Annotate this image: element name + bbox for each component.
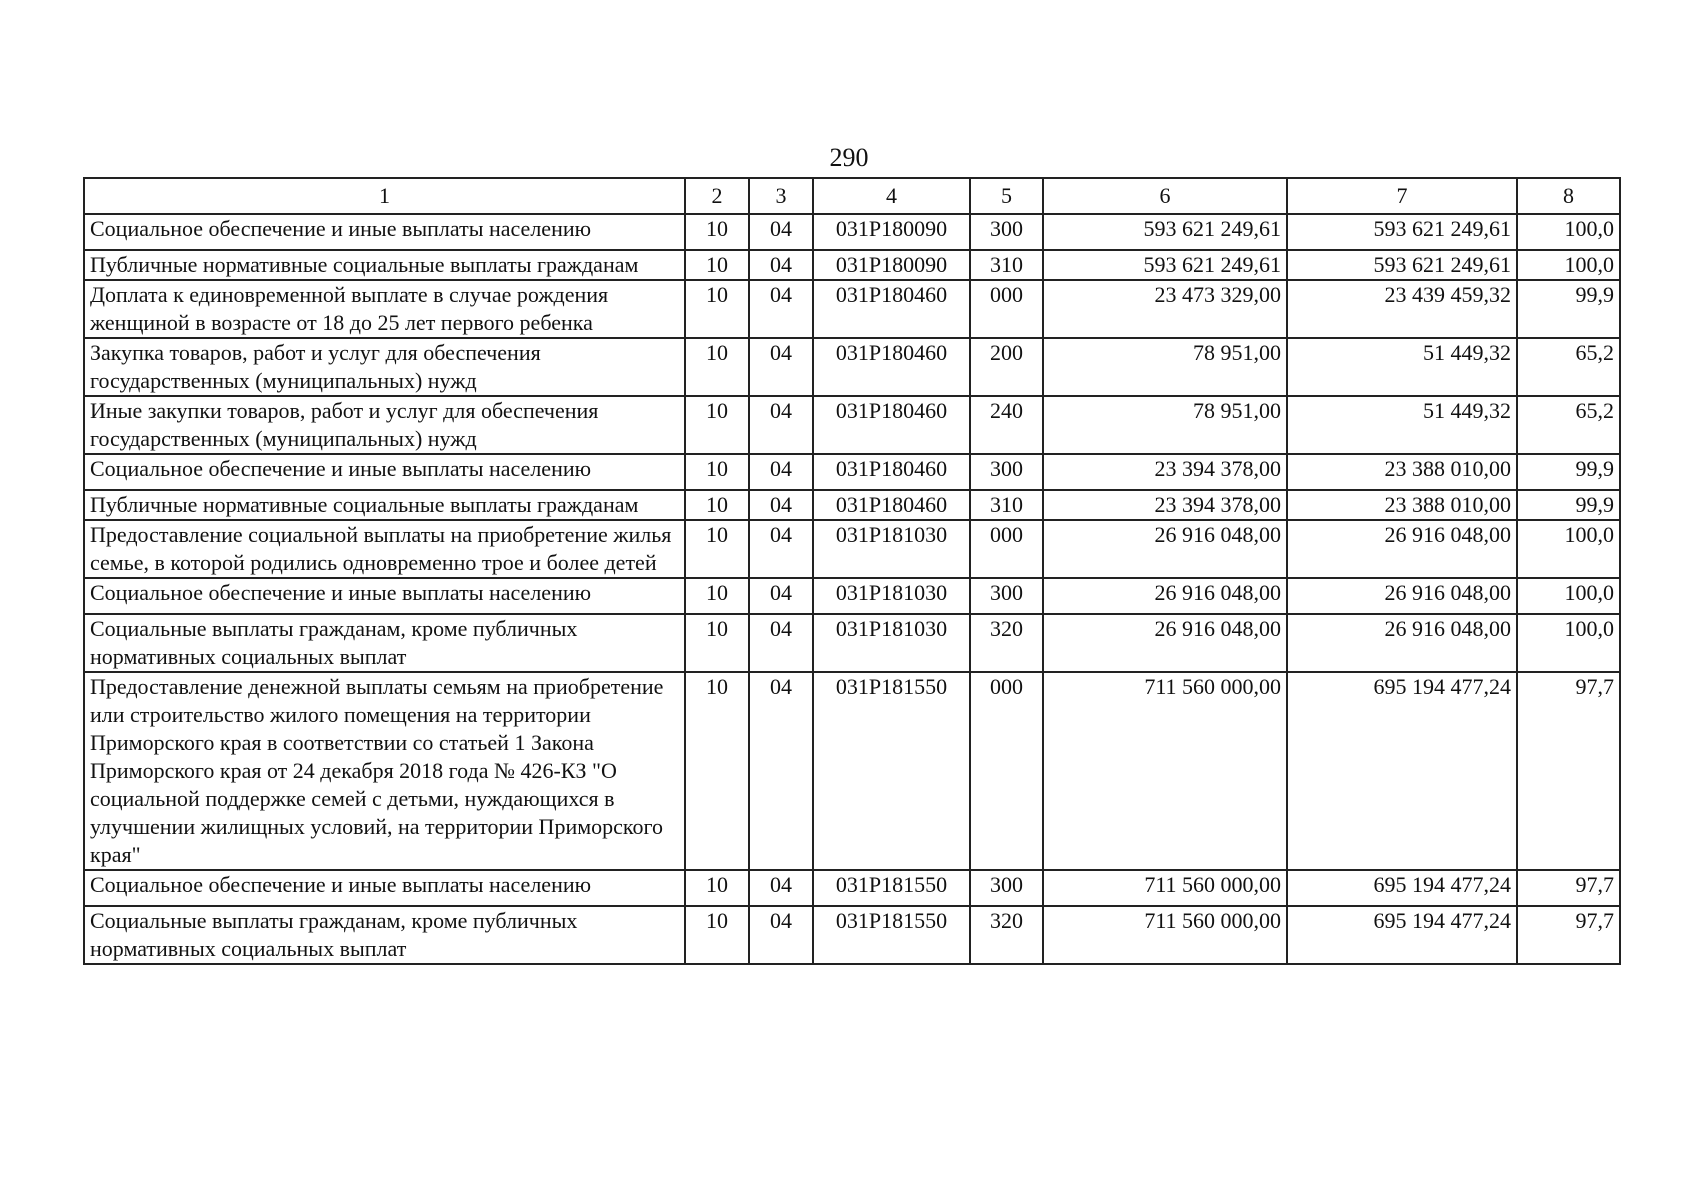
row-target-code: 031P181550 — [813, 870, 970, 906]
row-target-code: 031P181030 — [813, 578, 970, 614]
row-actual-amount: 695 194 477,24 — [1287, 906, 1517, 964]
row-target-code: 031P180090 — [813, 250, 970, 280]
row-expense-type: 320 — [970, 614, 1043, 672]
row-planned-amount: 23 473 329,00 — [1043, 280, 1287, 338]
row-percent: 100,0 — [1517, 614, 1620, 672]
row-expense-type: 000 — [970, 520, 1043, 578]
row-planned-amount: 23 394 378,00 — [1043, 490, 1287, 520]
row-actual-amount: 593 621 249,61 — [1287, 250, 1517, 280]
column-header: 4 — [813, 178, 970, 214]
row-subsection: 04 — [749, 906, 813, 964]
row-section: 10 — [685, 614, 749, 672]
row-planned-amount: 711 560 000,00 — [1043, 906, 1287, 964]
row-target-code: 031P181550 — [813, 906, 970, 964]
row-actual-amount: 26 916 048,00 — [1287, 614, 1517, 672]
row-actual-amount: 695 194 477,24 — [1287, 672, 1517, 870]
row-subsection: 04 — [749, 490, 813, 520]
row-name: Закупка товаров, работ и услуг для обеспечения государственных (муниципальных) нужд — [84, 338, 685, 396]
row-planned-amount: 26 916 048,00 — [1043, 578, 1287, 614]
row-section: 10 — [685, 250, 749, 280]
row-name: Социальное обеспечение и иные выплаты населению — [84, 870, 685, 906]
row-subsection: 04 — [749, 214, 813, 250]
table-row — [84, 214, 1620, 250]
row-subsection: 04 — [749, 338, 813, 396]
table-row — [84, 672, 1620, 870]
row-expense-type: 310 — [970, 250, 1043, 280]
row-name: Социальные выплаты гражданам, кроме публичных нормативных социальных выплат — [84, 906, 685, 964]
column-header: 7 — [1287, 178, 1517, 214]
row-expense-type: 200 — [970, 338, 1043, 396]
table-row — [84, 614, 1620, 672]
row-subsection: 04 — [749, 672, 813, 870]
row-target-code: 031P180460 — [813, 454, 970, 490]
row-subsection: 04 — [749, 280, 813, 338]
row-actual-amount: 23 388 010,00 — [1287, 490, 1517, 520]
row-expense-type: 320 — [970, 906, 1043, 964]
row-percent: 97,7 — [1517, 672, 1620, 870]
column-header: 6 — [1043, 178, 1287, 214]
row-percent: 100,0 — [1517, 520, 1620, 578]
row-actual-amount: 593 621 249,61 — [1287, 214, 1517, 250]
row-percent: 99,9 — [1517, 490, 1620, 520]
column-header: 5 — [970, 178, 1043, 214]
table-row — [84, 280, 1620, 338]
row-target-code: 031P180090 — [813, 214, 970, 250]
table-header-row — [84, 178, 1620, 214]
table-row — [84, 578, 1620, 614]
row-section: 10 — [685, 672, 749, 870]
row-subsection: 04 — [749, 614, 813, 672]
row-section: 10 — [685, 338, 749, 396]
row-target-code: 031P180460 — [813, 280, 970, 338]
budget-table — [83, 177, 1621, 965]
row-planned-amount: 26 916 048,00 — [1043, 614, 1287, 672]
row-section: 10 — [685, 578, 749, 614]
row-name: Публичные нормативные социальные выплаты гражданам — [84, 490, 685, 520]
row-planned-amount: 593 621 249,61 — [1043, 250, 1287, 280]
row-expense-type: 310 — [970, 490, 1043, 520]
row-subsection: 04 — [749, 454, 813, 490]
column-header: 2 — [685, 178, 749, 214]
table-row — [84, 338, 1620, 396]
row-percent: 65,2 — [1517, 338, 1620, 396]
row-subsection: 04 — [749, 250, 813, 280]
row-percent: 65,2 — [1517, 396, 1620, 454]
column-header: 3 — [749, 178, 813, 214]
row-target-code: 031P180460 — [813, 396, 970, 454]
row-percent: 99,9 — [1517, 280, 1620, 338]
page-number: 290 — [829, 143, 869, 172]
row-actual-amount: 23 388 010,00 — [1287, 454, 1517, 490]
row-planned-amount: 78 951,00 — [1043, 338, 1287, 396]
row-target-code: 031P181030 — [813, 520, 970, 578]
row-actual-amount: 26 916 048,00 — [1287, 520, 1517, 578]
row-percent: 99,9 — [1517, 454, 1620, 490]
row-percent: 97,7 — [1517, 906, 1620, 964]
row-percent: 100,0 — [1517, 578, 1620, 614]
row-name: Публичные нормативные социальные выплаты гражданам — [84, 250, 685, 280]
row-name: Предоставление денежной выплаты семьям на приобретение или строительство жилого помещения на территории Приморского края в соответствии со статьей 1 Закона Приморского края от 24 декабря 2018 года № 426-КЗ "О социальной поддержке семей с детьми, нуждающихся в улучшении жилищных условий, на территории Приморского края" — [84, 672, 685, 870]
row-actual-amount: 26 916 048,00 — [1287, 578, 1517, 614]
row-name: Социальные выплаты гражданам, кроме публичных нормативных социальных выплат — [84, 614, 685, 672]
row-section: 10 — [685, 454, 749, 490]
row-subsection: 04 — [749, 520, 813, 578]
row-expense-type: 000 — [970, 672, 1043, 870]
row-actual-amount: 51 449,32 — [1287, 396, 1517, 454]
row-name: Социальное обеспечение и иные выплаты населению — [84, 578, 685, 614]
table-row — [84, 870, 1620, 906]
table-row — [84, 396, 1620, 454]
table-row — [84, 454, 1620, 490]
row-section: 10 — [685, 490, 749, 520]
row-expense-type: 240 — [970, 396, 1043, 454]
row-actual-amount: 695 194 477,24 — [1287, 870, 1517, 906]
row-expense-type: 000 — [970, 280, 1043, 338]
row-section: 10 — [685, 396, 749, 454]
row-actual-amount: 23 439 459,32 — [1287, 280, 1517, 338]
row-target-code: 031P180460 — [813, 490, 970, 520]
row-expense-type: 300 — [970, 870, 1043, 906]
row-planned-amount: 78 951,00 — [1043, 396, 1287, 454]
row-target-code: 031P181030 — [813, 614, 970, 672]
row-subsection: 04 — [749, 578, 813, 614]
row-planned-amount: 23 394 378,00 — [1043, 454, 1287, 490]
row-section: 10 — [685, 280, 749, 338]
row-section: 10 — [685, 214, 749, 250]
column-header: 8 — [1517, 178, 1620, 214]
row-section: 10 — [685, 520, 749, 578]
row-name: Предоставление социальной выплаты на приобретение жилья семье, в которой родились одновременно трое и более детей — [84, 520, 685, 578]
row-target-code: 031P180460 — [813, 338, 970, 396]
row-planned-amount: 711 560 000,00 — [1043, 870, 1287, 906]
row-expense-type: 300 — [970, 578, 1043, 614]
row-percent: 97,7 — [1517, 870, 1620, 906]
row-planned-amount: 26 916 048,00 — [1043, 520, 1287, 578]
row-actual-amount: 51 449,32 — [1287, 338, 1517, 396]
row-subsection: 04 — [749, 396, 813, 454]
row-planned-amount: 593 621 249,61 — [1043, 214, 1287, 250]
row-name: Социальное обеспечение и иные выплаты населению — [84, 454, 685, 490]
row-percent: 100,0 — [1517, 214, 1620, 250]
row-expense-type: 300 — [970, 214, 1043, 250]
row-percent: 100,0 — [1517, 250, 1620, 280]
column-header: 1 — [84, 178, 685, 214]
row-expense-type: 300 — [970, 454, 1043, 490]
table-row — [84, 490, 1620, 520]
table-row — [84, 250, 1620, 280]
row-section: 10 — [685, 906, 749, 964]
row-planned-amount: 711 560 000,00 — [1043, 672, 1287, 870]
table-row — [84, 520, 1620, 578]
row-subsection: 04 — [749, 870, 813, 906]
row-name: Социальное обеспечение и иные выплаты населению — [84, 214, 685, 250]
row-name: Доплата к единовременной выплате в случае рождения женщиной в возрасте от 18 до 25 лет первого ребенка — [84, 280, 685, 338]
row-section: 10 — [685, 870, 749, 906]
table-row — [84, 906, 1620, 964]
row-target-code: 031P181550 — [813, 672, 970, 870]
row-name: Иные закупки товаров, работ и услуг для обеспечения государственных (муниципальных) нужд — [84, 396, 685, 454]
